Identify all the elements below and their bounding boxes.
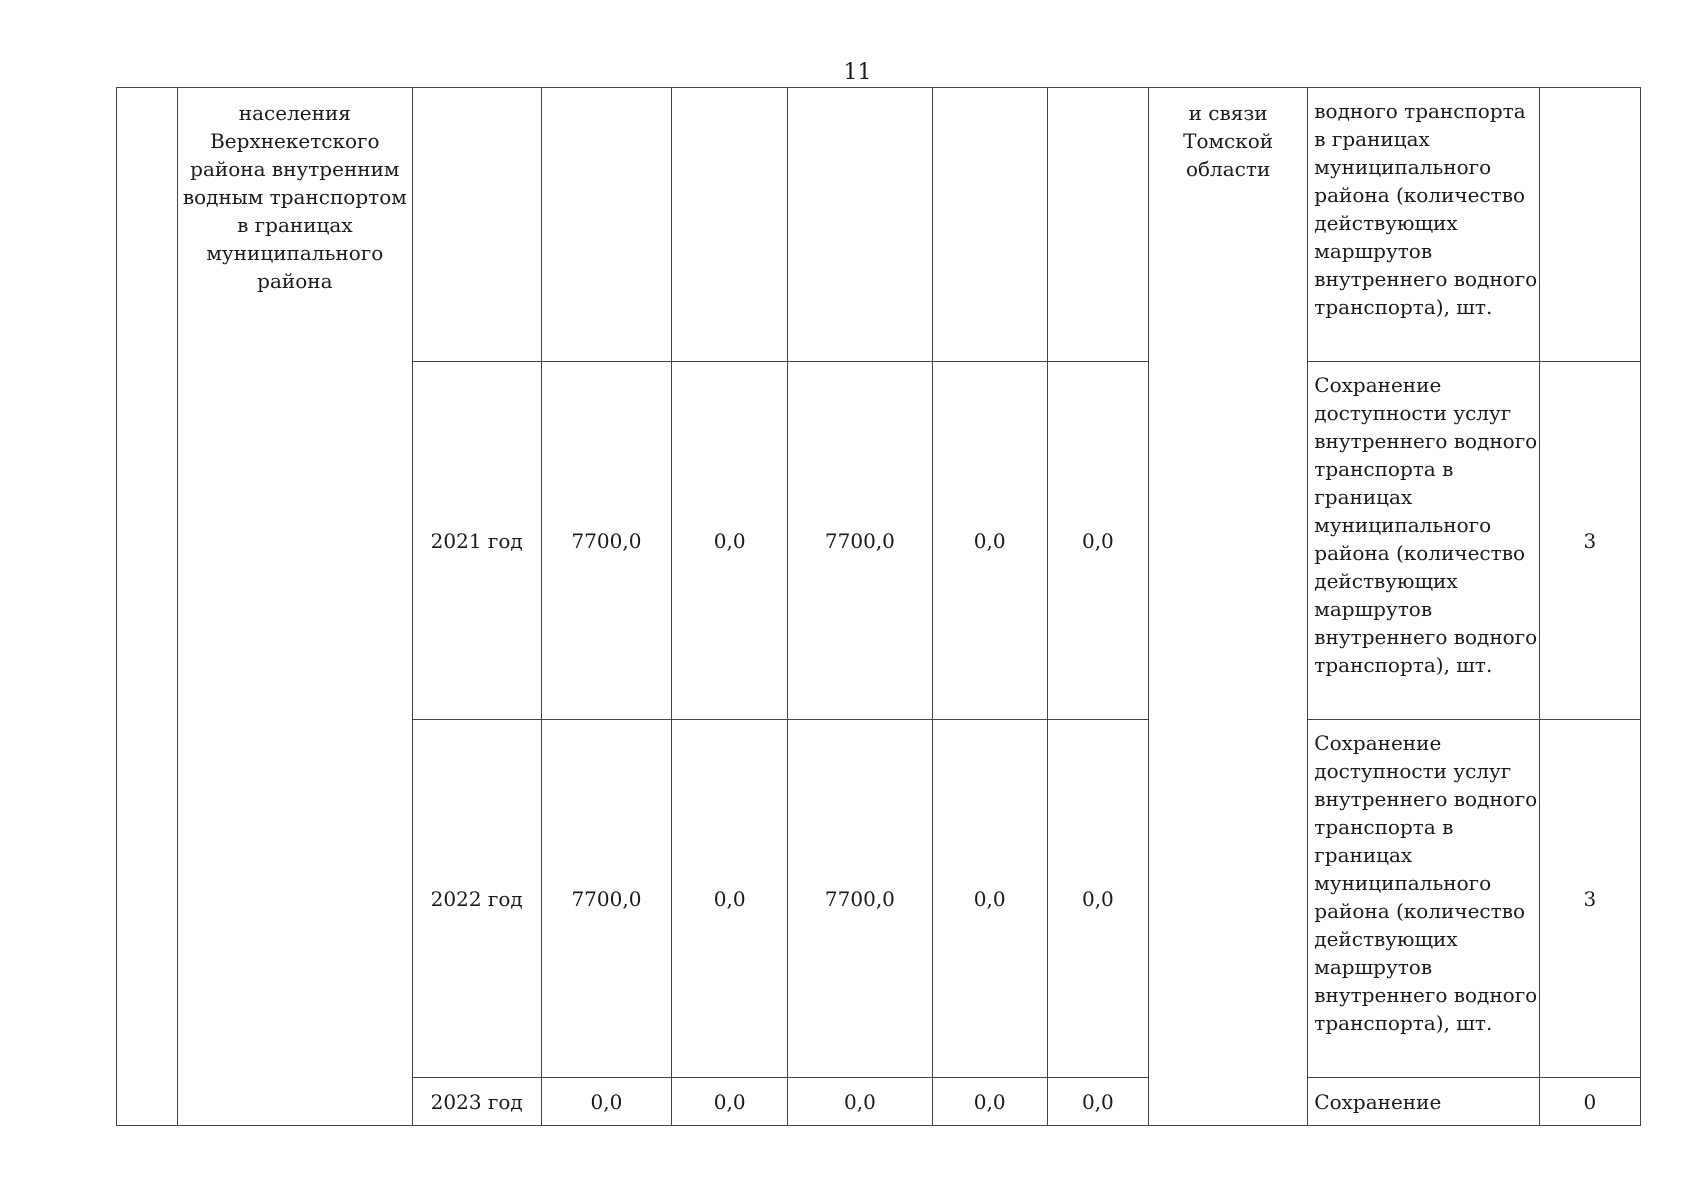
local-budget-cell: 0,0 bbox=[932, 720, 1047, 1078]
indicator-cell: водного транспорта в границах муниципального района (количество действующих маршрутов внутреннего водного транспорта), шт. bbox=[1308, 88, 1539, 362]
indicator-value-cell: 3 bbox=[1539, 362, 1640, 720]
total-cell: 0,0 bbox=[541, 1078, 671, 1126]
program-name-cell: населения Верхнекетского района внутренним водным транспортом в границах муниципального района bbox=[178, 88, 412, 1126]
indicator-value-cell bbox=[1539, 88, 1640, 362]
other-sources-cell bbox=[1047, 88, 1148, 362]
table-row bbox=[117, 88, 1641, 362]
program-table bbox=[116, 87, 1641, 1126]
local-budget-cell bbox=[932, 88, 1047, 362]
row-number-cell bbox=[117, 88, 178, 1126]
local-budget-cell: 0,0 bbox=[932, 1078, 1047, 1126]
total-cell bbox=[541, 88, 671, 362]
federal-budget-cell: 0,0 bbox=[672, 720, 788, 1078]
indicator-cell: Сохранение доступности услуг внутреннего водного транспорта в границах муниципального района (количество действующих маршрутов внутреннего водного транспорта), шт. bbox=[1308, 720, 1539, 1078]
year-cell bbox=[412, 88, 541, 362]
regional-budget-cell: 7700,0 bbox=[788, 362, 932, 720]
year-cell: 2023 год bbox=[412, 1078, 541, 1126]
indicator-cell: Сохранение bbox=[1308, 1078, 1539, 1126]
total-cell: 7700,0 bbox=[541, 362, 671, 720]
regional-budget-cell: 0,0 bbox=[788, 1078, 932, 1126]
federal-budget-cell bbox=[672, 88, 788, 362]
federal-budget-cell: 0,0 bbox=[672, 362, 788, 720]
regional-budget-cell bbox=[788, 88, 932, 362]
page-number: 11 bbox=[843, 60, 872, 85]
total-cell: 7700,0 bbox=[541, 720, 671, 1078]
regional-budget-cell: 7700,0 bbox=[788, 720, 932, 1078]
other-sources-cell: 0,0 bbox=[1047, 362, 1148, 720]
indicator-value-cell: 3 bbox=[1539, 720, 1640, 1078]
year-cell: 2021 год bbox=[412, 362, 541, 720]
other-sources-cell: 0,0 bbox=[1047, 720, 1148, 1078]
year-cell: 2022 год bbox=[412, 720, 541, 1078]
indicator-value-cell: 0 bbox=[1539, 1078, 1640, 1126]
local-budget-cell: 0,0 bbox=[932, 362, 1047, 720]
indicator-cell: Сохранение доступности услуг внутреннего водного транспорта в границах муниципального района (количество действующих маршрутов внутреннего водного транспорта), шт. bbox=[1308, 362, 1539, 720]
other-sources-cell: 0,0 bbox=[1047, 1078, 1148, 1126]
executor-cell: и связи Томской области bbox=[1148, 88, 1307, 1126]
federal-budget-cell: 0,0 bbox=[672, 1078, 788, 1126]
